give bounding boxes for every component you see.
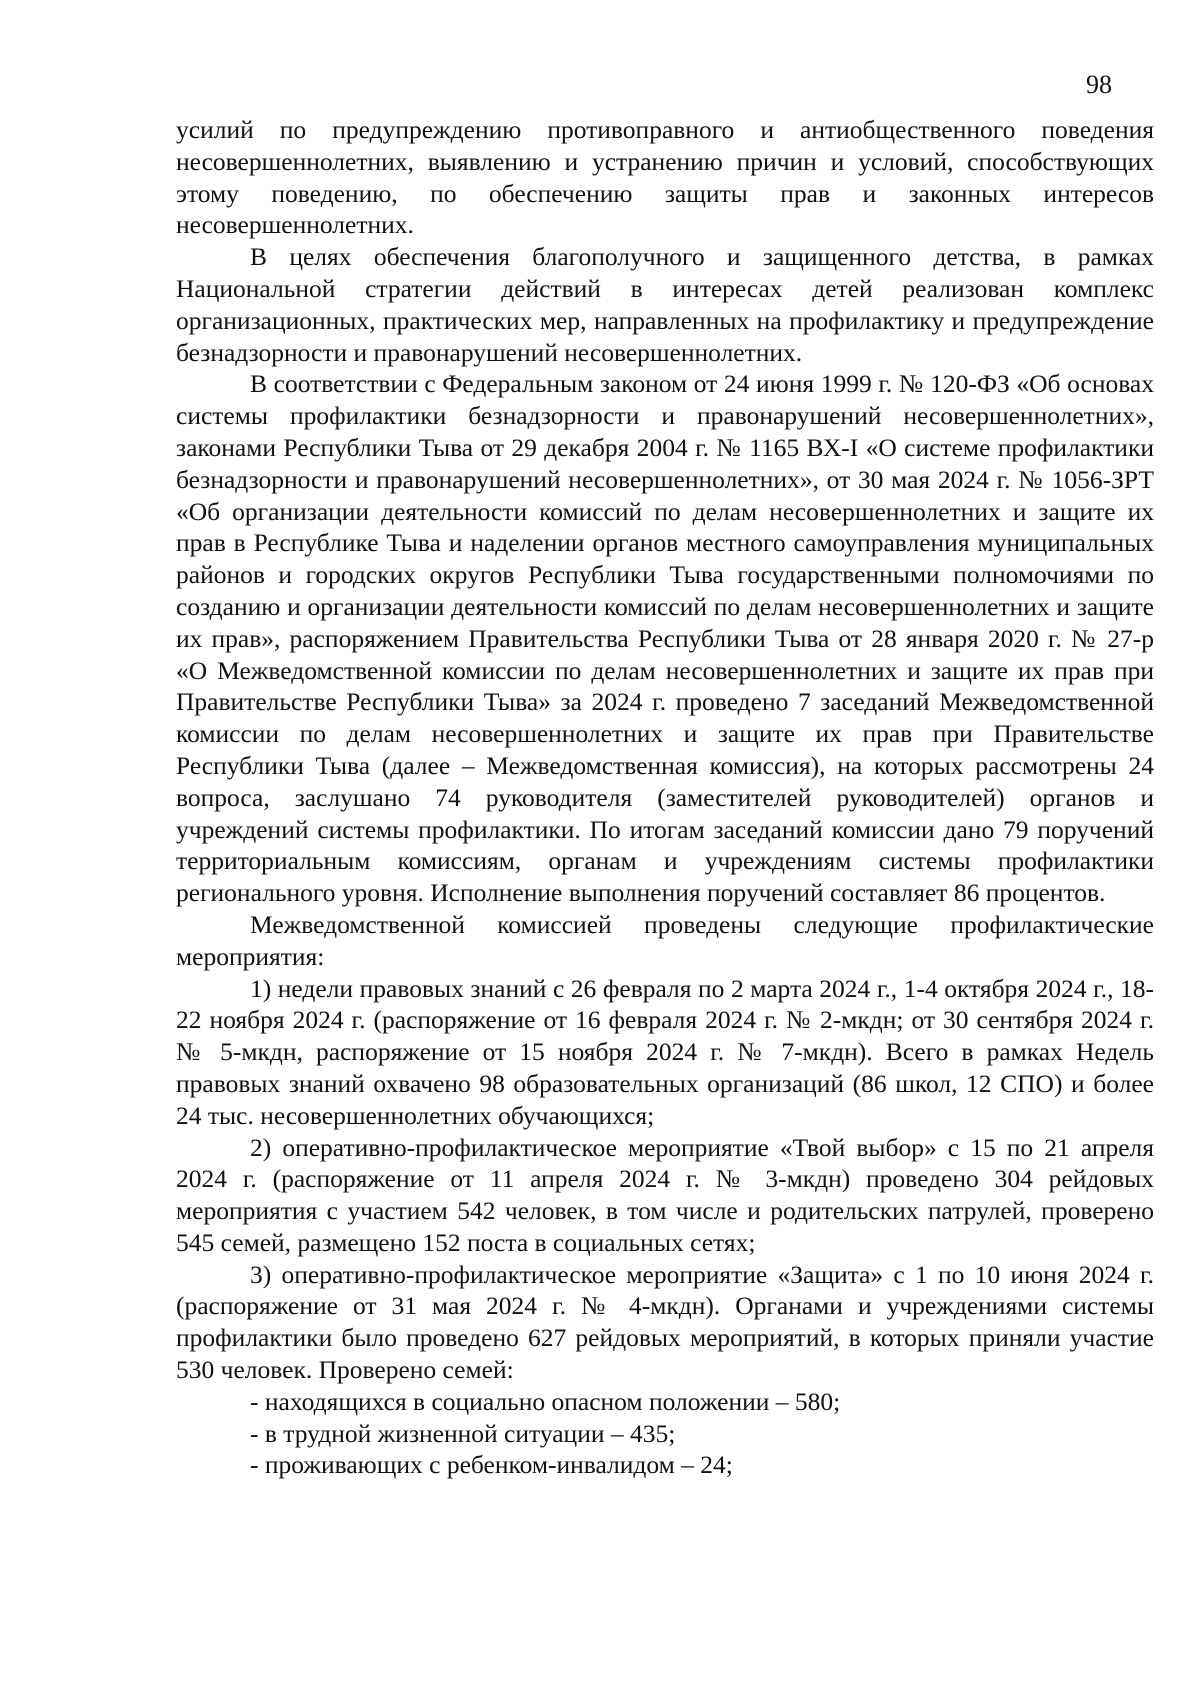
paragraph-item-1: 1) недели правовых знаний с 26 февраля по 2 марта 2024 г., 1-4 октября 2024 г., 18-22 ноября 2024 г. (распоряжение от 16 февраля 2024 г. № 2-мкдн; от 30 сентября 2024 г. № 5-мкдн, распоряжение от 15 ноября 2024 г. № 7-мкдн). Всего в рамках Недель правовых знаний охвачено 98 образовательных организаций (86 школ, 12 СПО) и более 24 тыс. несовершеннолетних обучающихся; — [176, 973, 1154, 1130]
list-item: - находящихся в социально опасном положении – 580; — [250, 1386, 841, 1416]
families-list — [176, 1386, 1154, 1481]
paragraph-national-strategy: В целях обеспечения благополучного и защищенного детства, в рамках Национальной стратегии действий в интересах детей реализован комплекс организационных, практических мер, направленных на профилактику и предупреждение безнадзорности и правонарушений несовершеннолетних. — [176, 242, 1154, 367]
page-number: 98 — [1086, 70, 1112, 99]
paragraph-measures-intro: Межведомственной комиссией проведены следующие профилактические мероприятия: — [176, 909, 1154, 971]
paragraph-legal-basis: В соответствии с Федеральным законом от 24 июня 1999 г. № 120-ФЗ «Об основах системы профилактики безнадзорности и правонарушений несовершеннолетних», законами Республики Тыва от 29 декабря 2004 г. № 1165 ВХ-I «О системе профилактики безнадзорности и правонарушений несовершеннолетних», от 30 мая 2024 г. № 1056-ЗРТ «Об организации деятельности комиссий по делам несовершеннолетних и защите их прав в Республике Тыва и наделении органов местного самоуправления муниципальных районов и городских округов Республики Тыва государственными полномочиями по созданию и организации деятельности комиссий по делам несовершеннолетних и защите их прав», распоряжением Правительства Республики Тыва от 28 января 2020 г. № 27-р «О Межведомственной комиссии по делам несовершеннолетних и защите их прав при Правительстве Республики Тыва» за 2024 г. проведено 7 заседаний Межведомственной комиссии по делам несовершеннолетних и защите их прав при Правительстве Республики Тыва (далее – Межведомственная комиссия), на которых рассмотрены 24 вопроса, заслушано 74 руководителя (заместителей руководителей) органов и учреждений системы профилактики. По итогам заседаний комиссии дано 79 поручений территориальным комиссиям, органам и учреждениям системы профилактики регионального уровня. Исполнение выполнения поручений составляет 86 процентов. — [176, 369, 1154, 908]
document-body — [176, 114, 1154, 1481]
list-item: - в трудной жизненной ситуации – 435; — [250, 1418, 676, 1448]
paragraph-continuation: усилий по предупреждению противоправного и антиобщественного поведения несовершеннолетних, выявлению и устранению причин и условий, способствующих этому поведению, по обеспечению защиты прав и законных интересов несовершеннолетних. — [176, 115, 1154, 240]
list-item: - проживающих с ребенком-инвалидом – 24; — [250, 1450, 733, 1480]
paragraph-item-3: 3) оперативно-профилактическое мероприятие «Защита» с 1 по 10 июня 2024 г. (распоряжение от 31 мая 2024 г. № 4-мкдн). Органами и учреждениями системы профилактики было проведено 627 рейдовых мероприятий, в которых приняли участие 530 человек. Проверено семей: — [176, 1259, 1154, 1385]
paragraph-item-2: 2) оперативно-профилактическое мероприятие «Твой выбор» с 15 по 21 апреля 2024 г. (распоряжение от 11 апреля 2024 г. № 3-мкдн) проведено 304 рейдовых мероприятия с участием 542 человек, в том числе и родительских патрулей, проверено 545 семей, размещено 152 поста в социальных сетях; — [176, 1132, 1154, 1257]
